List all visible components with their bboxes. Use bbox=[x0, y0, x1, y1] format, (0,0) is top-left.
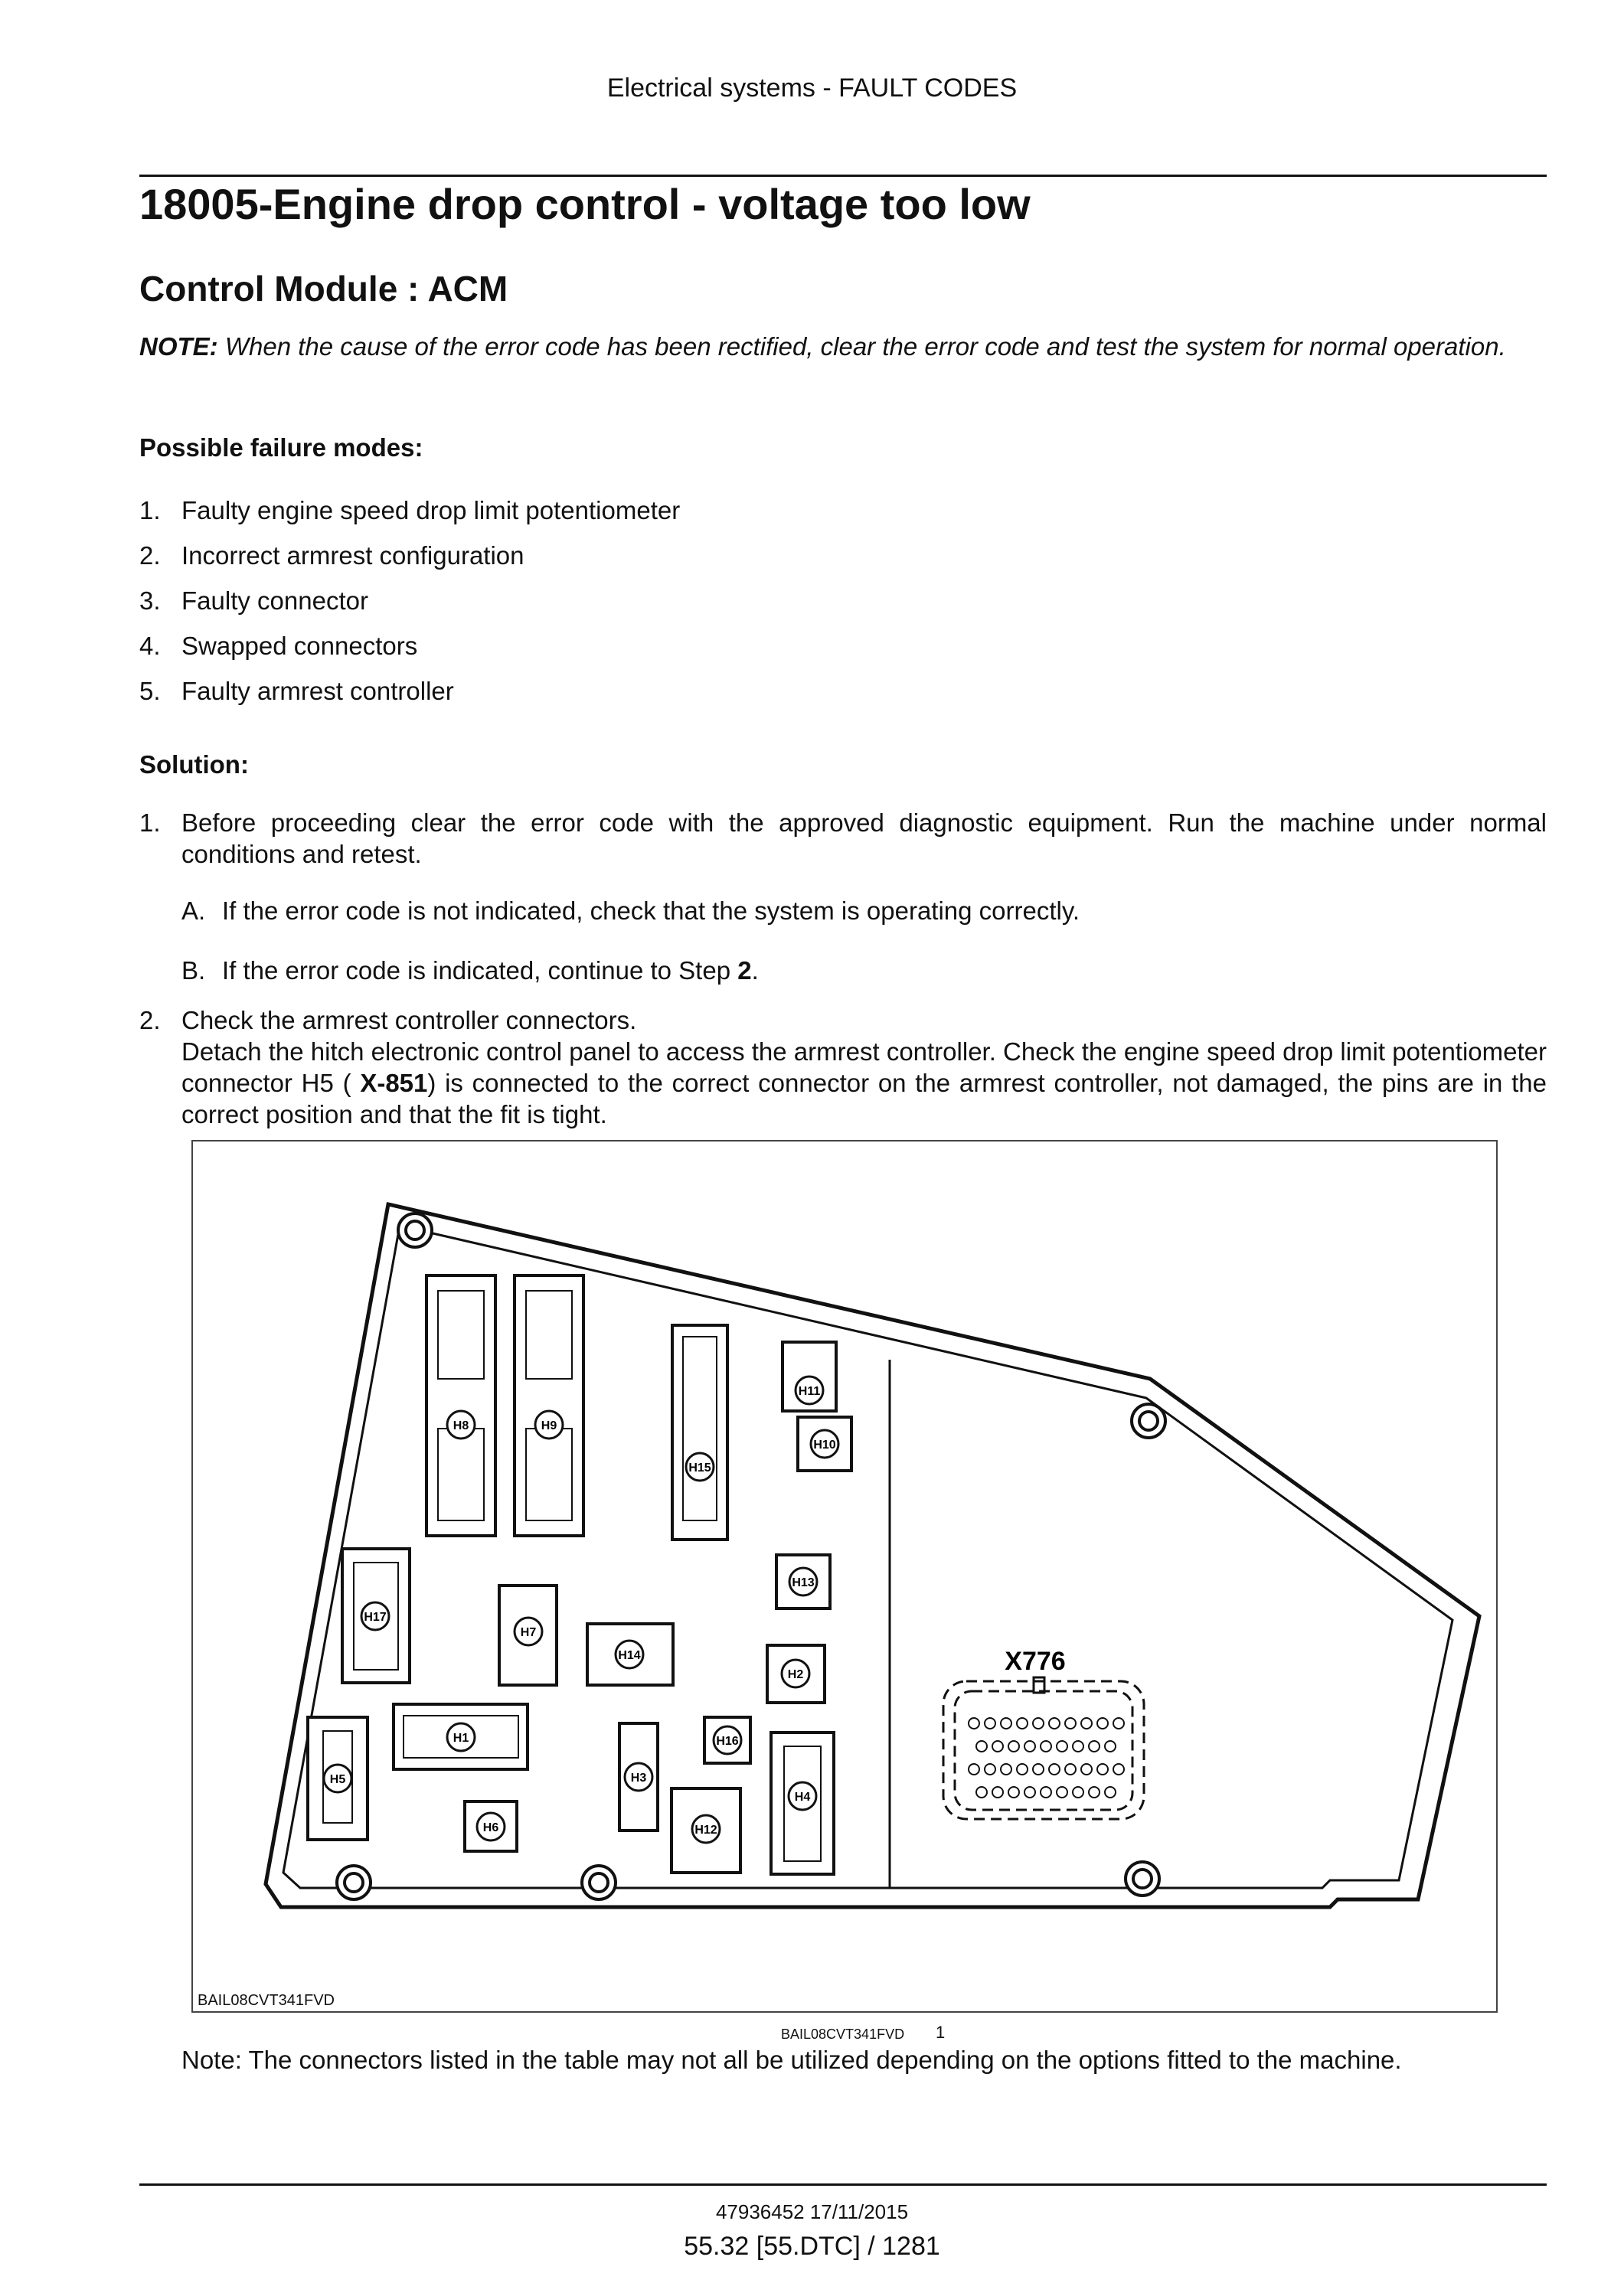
connector-label-h15: H15 bbox=[688, 1462, 711, 1475]
x776-pin bbox=[1033, 1764, 1044, 1775]
connector-label-h17: H17 bbox=[364, 1611, 387, 1624]
x776-pin bbox=[1073, 1787, 1083, 1798]
list-item-text: Incorrect armrest configuration bbox=[181, 541, 524, 570]
x776-pin bbox=[1097, 1718, 1108, 1729]
solution-step-1-text: Before proceeding clear the error code with the approved diagnostic equipment. Run the machine under normal conditions and retest. bbox=[181, 808, 1547, 868]
connector-label-h1: H1 bbox=[453, 1732, 469, 1745]
step-1b-text-post: . bbox=[751, 956, 759, 985]
solution-step-1b-label: B. bbox=[181, 956, 206, 985]
footer-doc-id: 47936452 17/11/2015 bbox=[715, 2200, 909, 2223]
x776-pin bbox=[1089, 1741, 1100, 1752]
x776-pin bbox=[1105, 1741, 1116, 1752]
solution-step-1b-text bbox=[222, 955, 759, 986]
solution-step-1a-label: A. bbox=[181, 897, 206, 925]
failure-modes-heading: Possible failure modes: bbox=[139, 433, 423, 462]
x776-pin bbox=[1008, 1787, 1019, 1798]
step-1b-text-pre: If the error code is indicated, continue to Step bbox=[222, 956, 738, 985]
page-title: 18005-Engine drop control - voltage too low bbox=[139, 180, 1031, 228]
step-1b-step-ref: 2 bbox=[737, 956, 752, 985]
step-2-connector-ref: X-851 bbox=[360, 1069, 428, 1097]
note-paragraph bbox=[139, 331, 1547, 362]
list-item-text: Faulty engine speed drop limit potentiometer bbox=[181, 496, 681, 524]
list-item-number: 1. bbox=[139, 496, 161, 524]
connector-label-h11: H11 bbox=[798, 1385, 821, 1398]
x776-pin bbox=[976, 1787, 987, 1798]
x776-pin bbox=[1017, 1764, 1028, 1775]
x776-pin bbox=[1024, 1741, 1035, 1752]
x776-pin bbox=[1097, 1764, 1108, 1775]
connector-label-h12: H12 bbox=[694, 1824, 717, 1837]
x776-pin bbox=[1113, 1764, 1124, 1775]
connector-label-h14: H14 bbox=[618, 1649, 641, 1662]
x776-pin bbox=[1024, 1787, 1035, 1798]
x776-pin bbox=[1041, 1787, 1051, 1798]
x776-pin bbox=[1033, 1718, 1044, 1729]
step-2-text-pre: Detach the hitch electronic control panel to access the armrest controller. Check the engine speed drop limit potentiometer connector H5 ( bbox=[181, 1037, 1547, 1097]
connector-bodies bbox=[308, 1275, 851, 1874]
x776-pin bbox=[1057, 1741, 1067, 1752]
solution-heading: Solution: bbox=[139, 750, 249, 779]
step-2-text-post: ) is connected to the correct connector on the armrest controller, not damaged, the pins are in the correct position and that the fit is tight. bbox=[181, 1069, 1547, 1128]
x776-pin bbox=[1081, 1764, 1092, 1775]
x776-pin bbox=[992, 1787, 1003, 1798]
list-item-number: 5. bbox=[139, 677, 161, 705]
x776-pin bbox=[1001, 1718, 1011, 1729]
header-rule bbox=[139, 175, 1547, 177]
x776-pin bbox=[976, 1741, 987, 1752]
connector-label-h13: H13 bbox=[792, 1576, 815, 1589]
note-text: When the cause of the error code has been rectified, clear the error code and test the system for normal operation. bbox=[217, 332, 1506, 361]
x776-pin bbox=[992, 1741, 1003, 1752]
x776-pin bbox=[1017, 1718, 1028, 1729]
list-item-number: 3. bbox=[139, 586, 161, 615]
x776-pin bbox=[985, 1718, 995, 1729]
footer-rule bbox=[139, 2183, 1547, 2186]
armrest-controller-diagram bbox=[193, 1141, 1496, 2011]
solution-step-1a-text: If the error code is not indicated, check that the system is operating correctly. bbox=[222, 897, 1080, 925]
connector-label-h8: H8 bbox=[453, 1419, 469, 1432]
x776-pin bbox=[969, 1718, 979, 1729]
connector-label-h2: H2 bbox=[787, 1668, 804, 1681]
list-item-text: Faulty armrest controller bbox=[181, 677, 454, 705]
connector-pin-grids bbox=[323, 1291, 821, 1861]
connector-label-h5: H5 bbox=[329, 1773, 346, 1786]
x776-pin bbox=[1065, 1764, 1076, 1775]
figure-code-inner: BAIL08CVT341FVD bbox=[198, 1992, 335, 2009]
list-item-number: 2. bbox=[139, 541, 161, 570]
x776-pin bbox=[1105, 1787, 1116, 1798]
x776-pin bbox=[1001, 1764, 1011, 1775]
x776-pin bbox=[1008, 1741, 1019, 1752]
x776-pin bbox=[1089, 1787, 1100, 1798]
list-item-text: Swapped connectors bbox=[181, 632, 418, 660]
figure-caption-code: BAIL08CVT341FVD bbox=[781, 2027, 905, 2042]
x776-pin bbox=[1081, 1718, 1092, 1729]
step-number: 2. bbox=[139, 1006, 161, 1034]
table-note: Note: The connectors listed in the table may not all be utilized depending on the options fitted to the machine. bbox=[181, 2046, 1402, 2074]
connector-label-h6: H6 bbox=[482, 1821, 499, 1834]
figure-number: 1 bbox=[936, 2023, 946, 2042]
list-item-number: 4. bbox=[139, 632, 161, 660]
x776-pin bbox=[985, 1764, 995, 1775]
connector-label-h10: H10 bbox=[813, 1439, 836, 1452]
x776-pin bbox=[1057, 1787, 1067, 1798]
connector-label-h4: H4 bbox=[794, 1791, 811, 1804]
x776-pin bbox=[1041, 1741, 1051, 1752]
x776-pin bbox=[1049, 1718, 1060, 1729]
module-title: Control Module : ACM bbox=[139, 269, 508, 309]
x776-pin bbox=[1049, 1764, 1060, 1775]
page-header-title: Electrical systems - FAULT CODES bbox=[606, 73, 1018, 103]
step-number: 1. bbox=[139, 808, 161, 837]
x776-pin bbox=[1065, 1718, 1076, 1729]
x776-label: X776 bbox=[1005, 1647, 1066, 1676]
connector-label-h7: H7 bbox=[520, 1626, 537, 1639]
x776-pin bbox=[969, 1764, 979, 1775]
armrest-controller-figure bbox=[191, 1140, 1498, 2013]
connector-label-h16: H16 bbox=[716, 1735, 739, 1748]
footer-page-number: 55.32 [55.DTC] / 1281 bbox=[684, 2232, 940, 2261]
connector-label-h3: H3 bbox=[630, 1772, 647, 1785]
solution-step-2-text bbox=[181, 1004, 1547, 1130]
x776-pin bbox=[1113, 1718, 1124, 1729]
x776-pin bbox=[1073, 1741, 1083, 1752]
list-item-text: Faulty connector bbox=[181, 586, 368, 615]
step-2-line1: Check the armrest controller connectors. bbox=[181, 1006, 637, 1034]
connector-label-h9: H9 bbox=[541, 1419, 557, 1432]
note-label: NOTE: bbox=[139, 332, 218, 361]
